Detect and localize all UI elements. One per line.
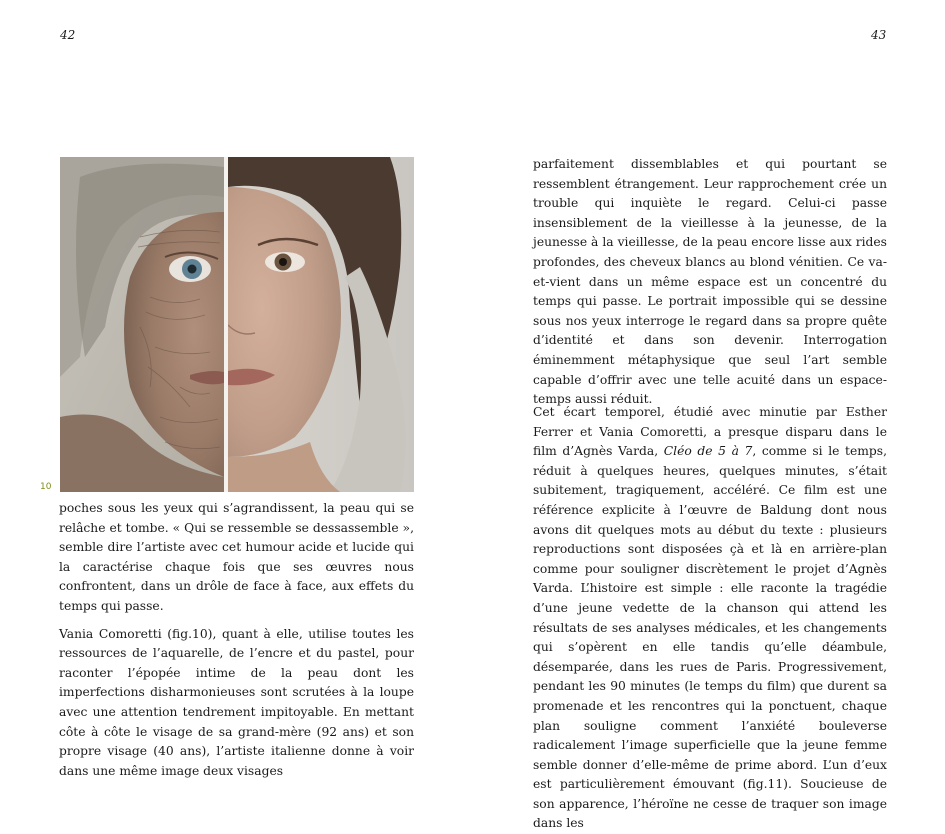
- film-title: Cléo de 5 à 7: [663, 444, 753, 459]
- page-number-left: 42: [60, 28, 76, 42]
- left-paragraph-2: Vania Comoretti (fig.10), quant à elle, utilise toutes les ressources de l’aquarelle, de l’encre et du pastel, pour raconter l’épopée intime de la peau dont les imperfections disharmonieuses sont scrutées à la loupe avec une attention tendrement impitoyable. En mettant côte à côte le visage de sa grand-mère (92 ans) et son propre visage (40 ans), l’artiste italienne donne à voir dans une même image deux visages: [59, 626, 414, 778]
- page-number-right: 43: [871, 28, 887, 42]
- left-paragraph-1: poches sous les yeux qui s’agrandissent, la peau qui se relâche et tombe. « Qui se ressemble se dessassemble », semble dire l’artiste avec cet humour acide et lucide qui la caractérise chaque fois que ses œuvres nous confrontent, dans un drôle de face à face, aux effets du temps qui passe.: [59, 501, 414, 613]
- right-body-text-bottom: [533, 403, 887, 834]
- right-paragraph-1: parfaitement dissemblables et qui pourtant se ressemblent étrangement. Leur rapprochement crée un trouble qui inquiète le regard. Celui-ci passe insensiblement de la vieillesse à la jeunesse, de la jeunesse à la vieillesse, de la peau encore lisse aux rides profondes, des cheveux blancs au blond vénitien. Ce va-et-vient dans un même espace est un concentré du temps qui passe. Le portrait impossible qui se dessine sous nos yeux interroge le regard dans sa propre quête d’identité et dans son devenir. Interrogation éminemment métaphysique que seul l’art semble capable d’offrir avec une telle acuité dans un espace-temps aussi réduit.: [533, 157, 887, 407]
- figure-number-label: 10: [40, 482, 52, 492]
- right-paragraph-2-start: Cet écart temporel, étudié avec minutie par Esther Ferrer et Vania Comoretti, a presque disparu dans le film d’Agnès Varda,: [533, 405, 887, 459]
- left-body-text: [59, 499, 414, 781]
- right-body-text-top: [533, 155, 887, 410]
- right-paragraph-2: [533, 403, 887, 834]
- portrait-artwork: [60, 157, 414, 492]
- right-paragraph-2-end: , comme si le temps, réduit à quelques heures, quelques minutes, s’était subitement, tragiquement, accéléré. Ce film est une référence explicite à l’œuvre de Baldung dont nous avons dit quelques mots au début du texte : plusieurs reproductions sont disposées çà et là en arrière-plan comme pour souligner discrètement le projet d’Agnès Varda. L’histoire est simple : elle raconte la tragédie d’une jeune vedette de la chanson qui attend les résultats de ses analyses médicales, et les changements qui s’opèrent en elle tandis qu’elle déambule, désemparée, dans les rues de Paris. Progressivement, pendant les 90 minutes (le temps du film) que durent sa promenade et les rencontres qui la ponctuent, chaque plan souligne comment l’anxiété bouleverse radicalement l’image superficielle que la jeune femme semble donner d’elle-même de prime abord. L’un d’eux est particulièrement émouvant (fig.11). Soucieuse de son apparence, l’héroïne ne cesse de traquer son image dans les: [533, 444, 888, 831]
